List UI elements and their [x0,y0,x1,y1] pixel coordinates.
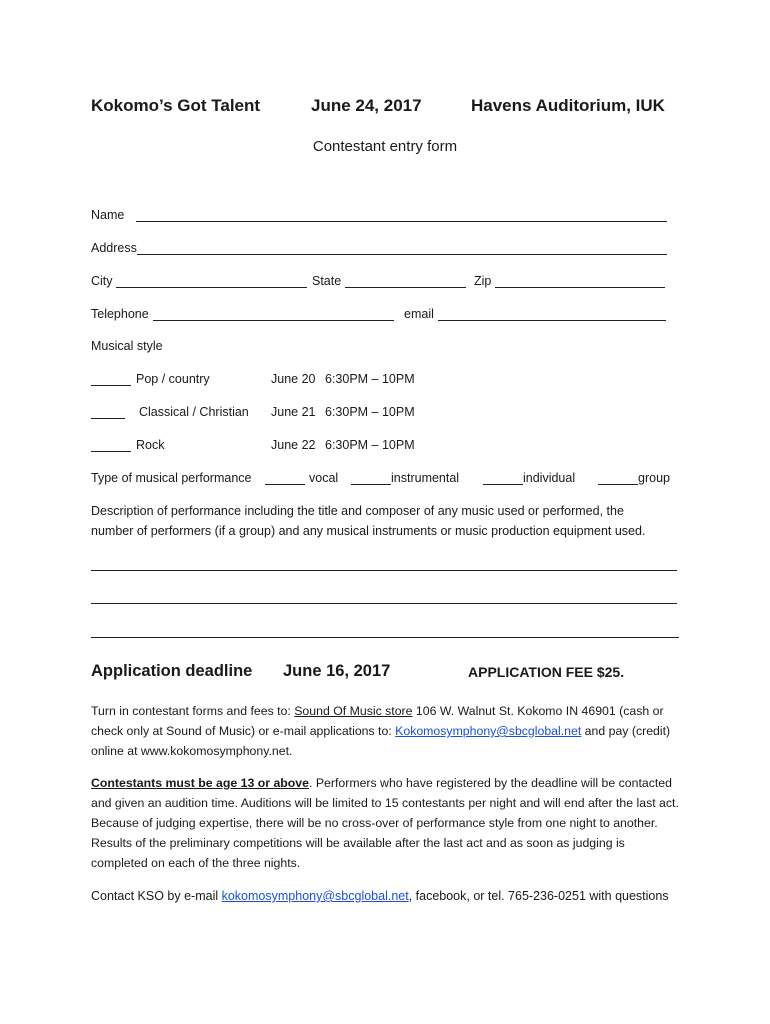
pop-country-date: June 20 [271,372,316,386]
turn-in-text-2: 106 W. Walnut St. Kokomo IN 46901 (cash or check only at Sound of Music) or e-mail applications to: [91,704,664,738]
deadline-date: June 16, 2017 [283,662,391,680]
city-field-line[interactable] [116,287,307,288]
pop-country-label: Pop / country [136,372,210,386]
description-line-2: number of performers (if a group) and any musical instruments or music production equipment used. [91,524,646,538]
event-title: Kokomo’s Got Talent [91,96,261,115]
state-field-line[interactable] [345,287,466,288]
rock-label: Rock [136,438,165,452]
classical-christian-label: Classical / Christian [139,405,249,419]
rock-date: June 22 [271,438,316,452]
contact-text-1: Contact KSO by e-mail [91,889,222,903]
deadline-label: Application deadline [91,662,253,680]
form-subtitle: Contestant entry form [312,138,458,155]
instrumental-checkline[interactable] [351,484,391,485]
telephone-label: Telephone [91,307,149,321]
description-answer-line-1[interactable] [91,570,677,571]
performance-type-label: Type of musical performance [91,471,252,485]
zip-label: Zip [474,274,492,288]
rock-checkline[interactable] [91,451,131,452]
event-date: June 24, 2017 [311,96,422,115]
classical-christian-checkline[interactable] [91,418,125,419]
state-label: State [312,274,342,288]
contact-text-2: , facebook, or tel. 765-236-0251 with questions [408,889,669,903]
rock-time: 6:30PM – 10PM [325,438,415,452]
contact-line [91,889,669,903]
age-requirement: Contestants must be age 13 or above [91,776,309,790]
individual-label: individual [523,471,576,485]
event-venue: Havens Auditorium, IUK [471,96,665,115]
turn-in-paragraph [91,701,681,761]
turn-in-text-1: Turn in contestant forms and fees to: [91,704,295,718]
email-label: email [404,307,434,321]
address-label: Address [91,241,137,255]
address-field-line[interactable] [137,254,667,255]
description-answer-line-3[interactable] [91,637,679,638]
pop-country-checkline[interactable] [91,385,131,386]
zip-field-line[interactable] [495,287,665,288]
contact-email-link[interactable]: kokomosymphony@sbcglobal.net [221,889,409,903]
instrumental-label: instrumental [391,471,460,485]
description-line-1: Description of performance including the title and composer of any music used or performed, the [91,504,624,518]
individual-checkline[interactable] [483,484,523,485]
description-answer-line-2[interactable] [91,603,677,604]
name-label: Name [91,208,125,222]
store-name: Sound Of Music store [294,704,413,718]
turn-in-text-3: and pay (credit) online at www.kokomosymphony.net. [91,724,671,758]
group-label: group [638,471,670,485]
classical-christian-time: 6:30PM – 10PM [325,405,415,419]
vocal-checkline[interactable] [265,484,305,485]
musical-style-label: Musical style [91,339,163,353]
group-checkline[interactable] [598,484,638,485]
classical-christian-date: June 21 [271,405,316,419]
rules-text: . Performers who have registered by the deadline will be contacted and given an audition time. Auditions will be limited to 15 contestants per night and will end after the last act. Because of judging expertise, there will be no cross-over of performance style from one night to another. Results of the preliminary competitions will be available after the last act and as soon as judging is completed on each of the three nights. [91,776,679,870]
pop-country-time: 6:30PM – 10PM [325,372,415,386]
application-email-link[interactable]: Kokomosymphony@sbcglobal.net [395,724,582,738]
telephone-field-line[interactable] [153,320,394,321]
rules-paragraph [91,773,681,873]
name-field-line[interactable] [136,221,667,222]
email-field-line[interactable] [438,320,666,321]
city-label: City [91,274,113,288]
vocal-label: vocal [309,471,339,485]
application-fee: APPLICATION FEE $25. [468,664,625,680]
